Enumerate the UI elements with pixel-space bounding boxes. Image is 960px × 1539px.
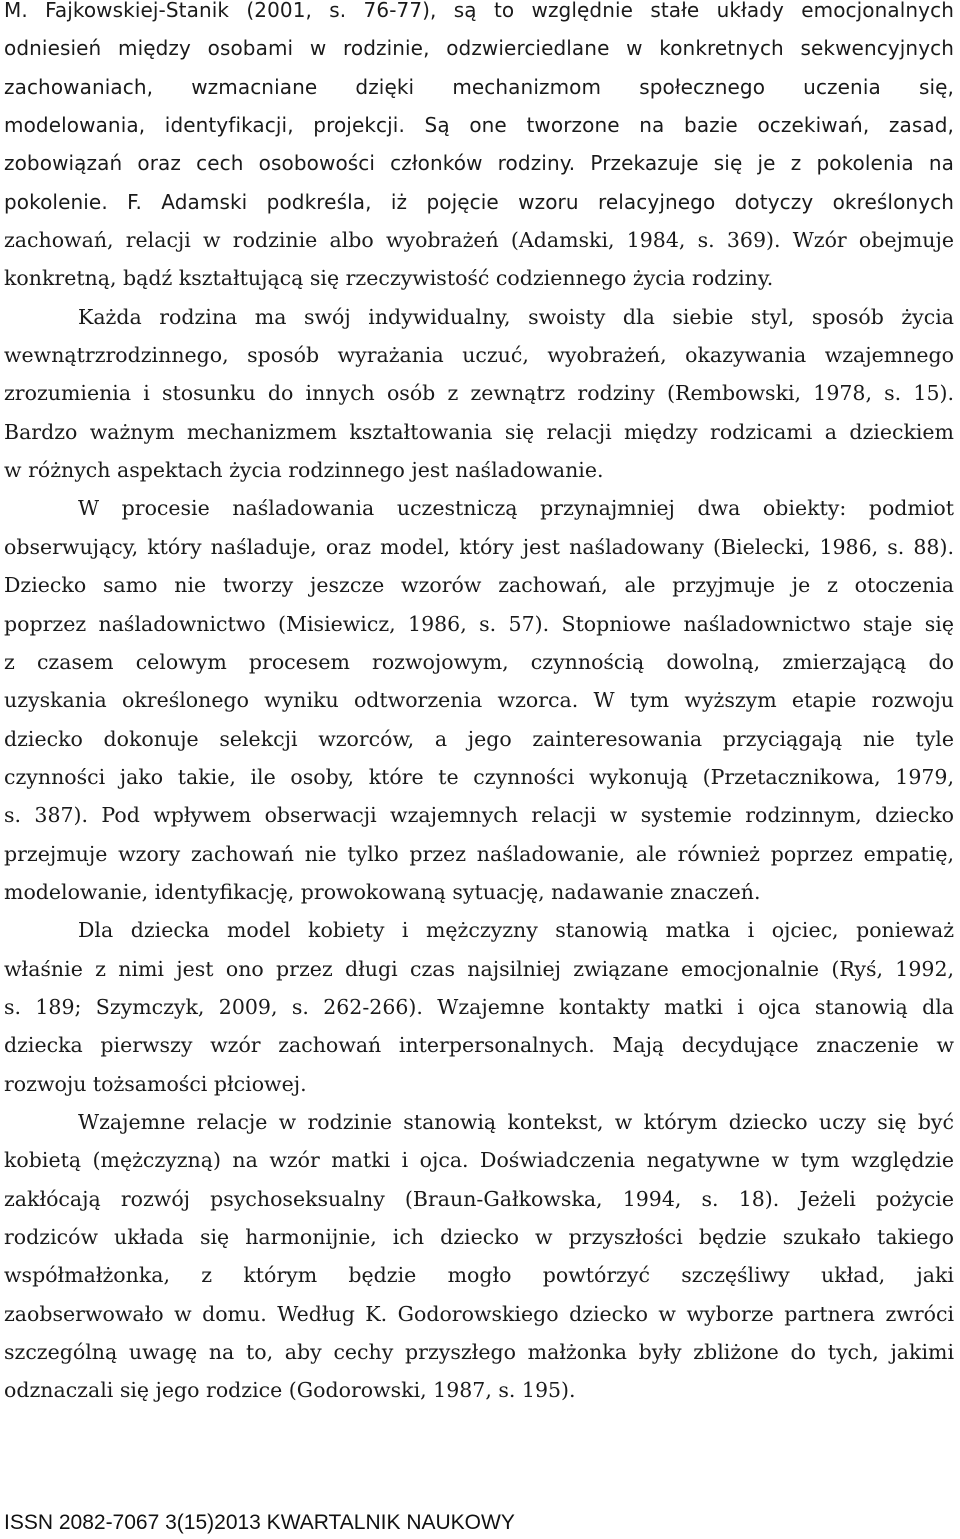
text-line: M. Fajkowskiej-Stanik (2001, s. 76-77), są to względnie stałe układy emocjonalnych bbox=[4, 0, 954, 22]
text-line: właśnie z nimi jest ono przez długi czas najsilniej związane emocjonalnie (Ryś, 1992, bbox=[4, 956, 954, 981]
text-line: dziecka pierwszy wzór zachowań interpersonalnych. Mają decydujące znaczenie w bbox=[4, 1033, 954, 1058]
text-line: szczególną uwagę na to, aby cechy przyszłego małżonka były zbliżone do tych, jakimi bbox=[4, 1340, 954, 1365]
paragraph bbox=[4, 0, 954, 307]
text-line: Dla dziecka model kobiety i mężczyzny stanowią matka i ojciec, ponieważ bbox=[78, 918, 954, 943]
text-line: zachowaniach, wzmacniane dzięki mechanizmom społecznego uczenia się, bbox=[4, 74, 954, 99]
paragraph bbox=[4, 920, 954, 1112]
text-line: rodziców układa się harmonijnie, ich dziecko w przyszłości będzie szukało takiego bbox=[4, 1225, 954, 1249]
text-line: rozwoju tożsamości płciowej. bbox=[4, 1071, 307, 1096]
text-line: poprzez naśladownictwo (Misiewicz, 1986, s. 57). Stopniowe naśladownictwo staje się bbox=[4, 611, 954, 636]
text-line: W procesie naśladowania uczestniczą przynajmniej dwa obiekty: podmiot bbox=[78, 496, 954, 521]
text-line: modelowanie, identyfikację, prowokowaną sytuację, nadawanie znaczeń. bbox=[4, 879, 761, 904]
text-line: zrozumienia i stosunku do innych osób z zewnątrz rodziny (Rembowski, 1978, s. 15). bbox=[4, 381, 954, 406]
text-line: zakłócają rozwój psychoseksualny (Braun-Gałkowska, 1994, s. 18). Jeżeli pożycie bbox=[4, 1186, 954, 1211]
text-line: pokolenie. F. Adamski podkreśla, iż pojęcie wzoru relacyjnego dotyczy określonych bbox=[4, 189, 954, 214]
text-line: s. 387). Pod wpływem obserwacji wzajemnych relacji w systemie rodzinnym, dziecko bbox=[4, 803, 954, 828]
text-line: obserwujący, który naśladuje, oraz model, który jest naśladowany (Bielecki, 1986, s. 88). bbox=[4, 534, 954, 559]
text-line: odniesień między osobami w rodzinie, odzwierciedlane w konkretnych sekwencyjnych bbox=[4, 36, 954, 61]
text-line: kobietą (mężczyzną) na wzór matki i ojca. Doświadczenia negatywne w tym względzie bbox=[4, 1148, 954, 1173]
text-line: odznaczali się jego rodzice (Godorowski, 1987, s. 195). bbox=[4, 1378, 576, 1403]
body-text bbox=[4, 0, 954, 1419]
text-line: Wzajemne relacje w rodzinie stanowią kontekst, w którym dziecko uczy się być bbox=[78, 1109, 954, 1134]
text-line: konkretną, bądź kształtującą się rzeczywistość codziennego życia rodziny. bbox=[4, 266, 774, 291]
text-line: modelowania, identyfikacji, projekcji. Są one tworzone na bazie oczekiwań, zasad, bbox=[4, 113, 954, 138]
text-line: czynności jako takie, ile osoby, które te czynności wykonują (Przetacznikowa, 1979, bbox=[4, 764, 954, 789]
text-line: zobowiązań oraz cech osobowości członków rodziny. Przekazuje się je z pokolenia na bbox=[4, 151, 954, 176]
text-line: współmałżonka, z którym będzie mogło powtórzyć szczęśliwy układ, jaki bbox=[4, 1263, 954, 1288]
text-line: Bardzo ważnym mechanizmem kształtowania się relacji między rodzicami a dzieckiem bbox=[4, 419, 954, 444]
text-line: uzyskania określonego wyniku odtworzenia wzorca. W tym wyższym etapie rozwoju bbox=[4, 688, 954, 713]
text-line: przejmuje wzory zachowań nie tylko przez naśladowanie, ale również poprzez empatię, bbox=[4, 841, 954, 866]
text-line: dziecko dokonuje selekcji wzorców, a jego zainteresowania przyciągają nie tyle bbox=[4, 726, 954, 751]
text-line: Każda rodzina ma swój indywidualny, swoisty dla siebie styl, sposób życia bbox=[78, 304, 954, 329]
paragraph bbox=[4, 1109, 954, 1419]
text-line: s. 189; Szymczyk, 2009, s. 262-266). Wzajemne kontakty matki i ojca stanowią dla bbox=[4, 994, 954, 1019]
text-line: Dziecko samo nie tworzy jeszcze wzorów zachowań, ale przyjmuje je z otoczenia bbox=[4, 573, 954, 598]
text-line: w różnych aspektach życia rodzinnego jest naśladowanie. bbox=[4, 458, 604, 483]
text-line: z czasem celowym procesem rozwojowym, czynnością dowolną, zmierzającą do bbox=[4, 649, 954, 674]
page-footer: ISSN 2082-7067 3(15)2013 KWARTALNIK NAUKOWY bbox=[4, 1511, 515, 1534]
text-line: zachowań, relacji w rodzinie albo wyobrażeń (Adamski, 1984, s. 369). Wzór obejmuje bbox=[4, 228, 954, 253]
text-line: zaobserwowało w domu. Według K. Godorowskiego dziecko w wyborze partnera zwróci bbox=[4, 1301, 954, 1326]
text-line: wewnątrzrodzinnego, sposób wyrażania uczuć, wyobrażeń, okazywania wzajemnego bbox=[4, 343, 954, 368]
paragraph bbox=[4, 304, 954, 499]
paragraph bbox=[4, 498, 954, 920]
